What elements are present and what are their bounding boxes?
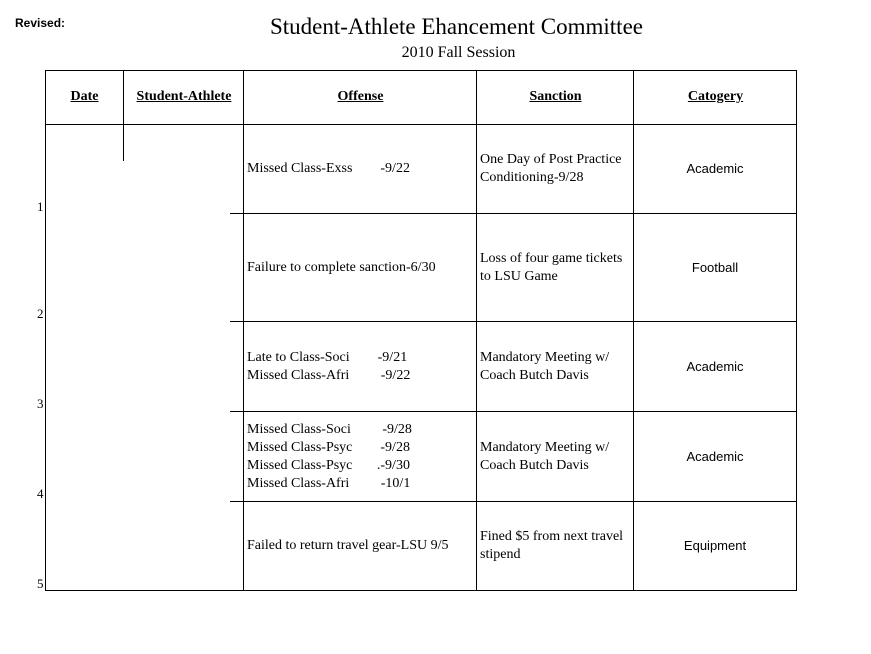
category-cell: Academic (686, 448, 744, 464)
sanction-line: to LSU Game (480, 268, 558, 284)
sanction-line: Fined $5 from next travel (480, 529, 624, 544)
category-cell: Academic (686, 358, 744, 374)
page-title: Student-Athlete Ehancement Committee (269, 14, 643, 39)
page-subtitle: 2010 Fall Session (401, 44, 516, 61)
offense-line: Missed Class-Psyc .-9/30 (247, 457, 410, 473)
offense-line: Missed Class-Soci -9/28 (247, 421, 412, 437)
sanction-line: Mandatory Meeting w/ (480, 439, 610, 455)
sanction-cell (477, 322, 633, 411)
sanction-line: One Day of Post Practice (480, 152, 622, 167)
offense-cell (244, 502, 476, 590)
offense-cell (244, 322, 476, 411)
sanction-cell (477, 125, 633, 213)
column-header-student-athlete: Student-Athlete (136, 89, 232, 104)
sanction-cell (477, 214, 633, 321)
table-border-right (796, 70, 797, 591)
sanction-line: Conditioning-9/28 (480, 170, 584, 185)
offense-cell (244, 412, 476, 501)
table-border-left (45, 70, 46, 591)
column-header-sanction: Sanction (529, 89, 582, 104)
row-number: 5 (37, 576, 44, 591)
category-cell: Academic (686, 161, 744, 176)
sanction-line: stipend (480, 547, 521, 562)
column-header-offense: Offense (337, 89, 384, 104)
column-header-category: Catogery (687, 89, 744, 104)
sanction-cell (477, 412, 633, 501)
offense-cell (244, 214, 476, 321)
offense-line: Missed Class-Psyc -9/28 (247, 439, 410, 455)
offense-line: Failure to complete sanction-6/30 (247, 259, 436, 275)
revised-label: Revised: (15, 16, 66, 30)
sanction-line: Mandatory Meeting w/ (480, 349, 610, 365)
row-number: 3 (37, 396, 44, 411)
offense-line: Missed Class-Afri -9/22 (247, 367, 411, 383)
column-header-date: Date (70, 89, 99, 104)
offense-cell (244, 125, 476, 213)
category-cell: Equipment (683, 538, 747, 553)
sanction-line: Coach Butch Davis (480, 367, 589, 383)
offense-line: Failed to return travel gear-LSU 9/5 (247, 538, 449, 553)
row-number: 1 (37, 199, 44, 214)
row-number: 2 (37, 306, 44, 321)
offense-line: Missed Class-Exss -9/22 (247, 161, 410, 176)
sanction-line: Coach Butch Davis (480, 457, 589, 473)
category-cell: Football (691, 259, 739, 275)
table-border-bottom (45, 590, 797, 591)
sanction-line: Loss of four game tickets (480, 250, 623, 266)
offense-line: Late to Class-Soci -9/21 (247, 349, 408, 365)
sanction-cell (477, 502, 633, 590)
row-number: 4 (37, 486, 44, 501)
offense-line: Missed Class-Afri -10/1 (247, 475, 411, 491)
